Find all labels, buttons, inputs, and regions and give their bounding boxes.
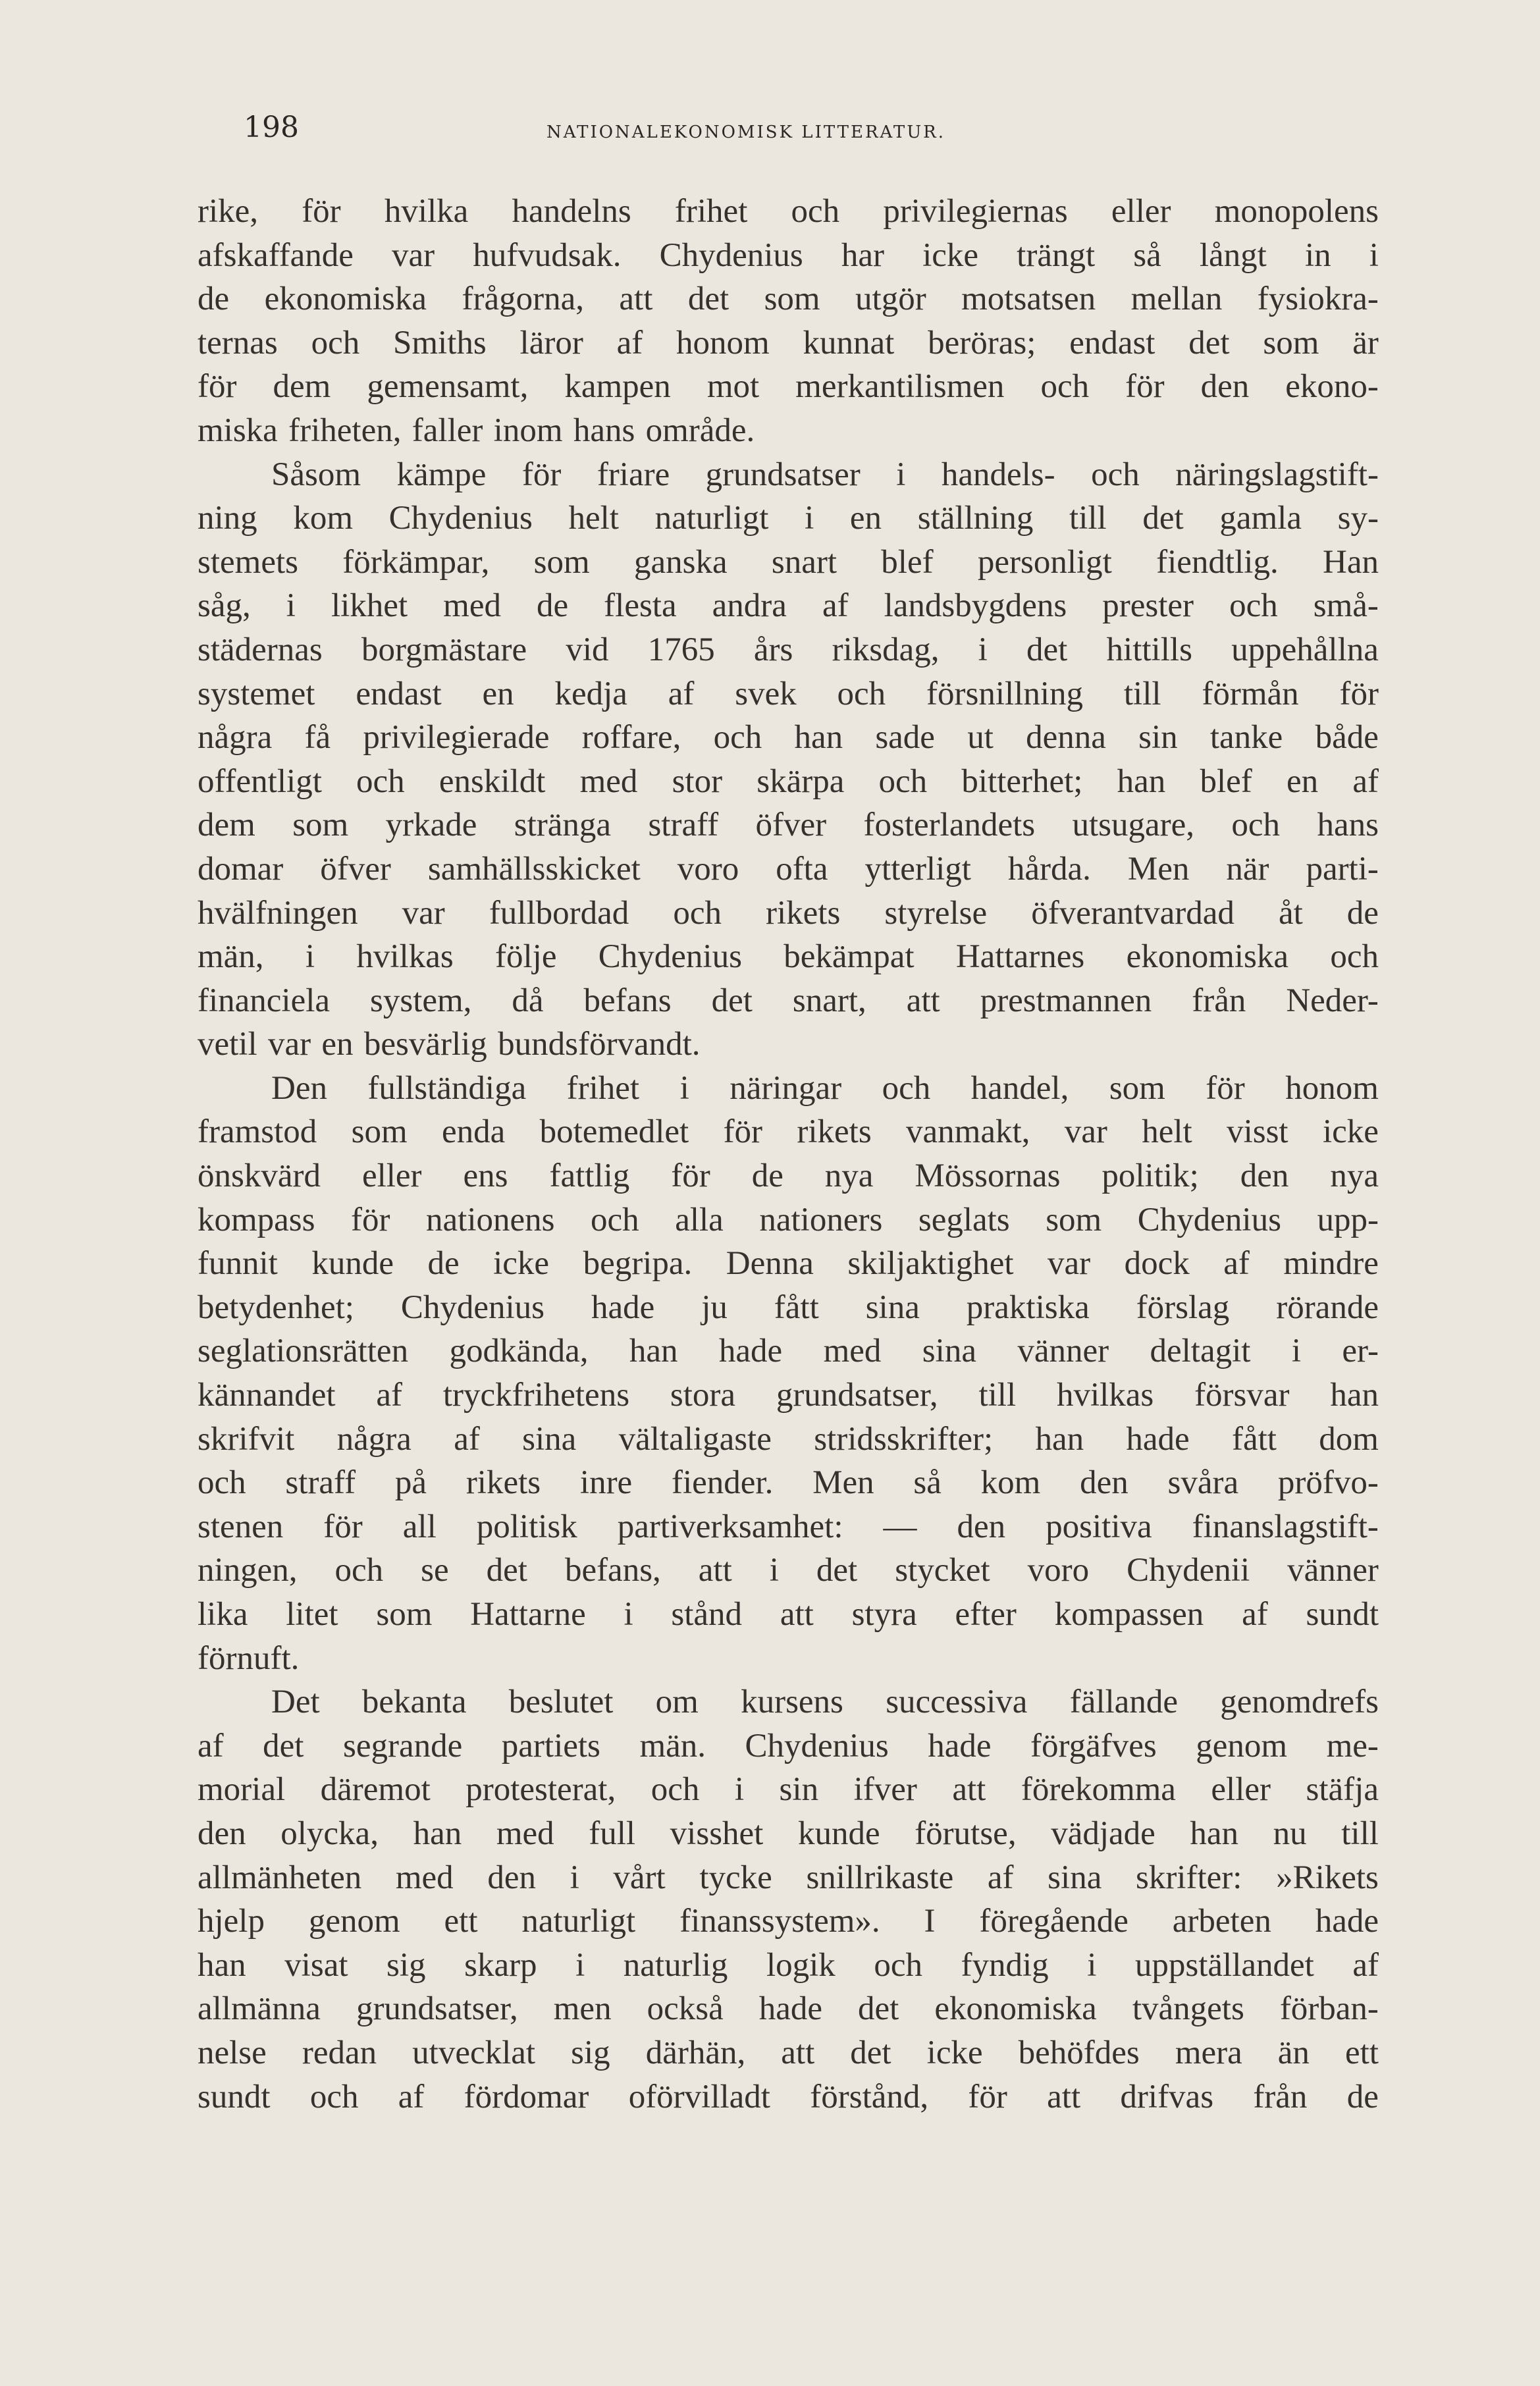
text-line: betydenhet; Chydenius hade ju fått sina praktiska förslag rörande bbox=[198, 1288, 1379, 1326]
text-line: funnit kunde de icke begripa. Denna skiljaktighet var dock af mindre bbox=[198, 1245, 1379, 1283]
text-line: hvälfningen var fullbordad och rikets styrelse öfverantvardad åt de bbox=[198, 894, 1379, 932]
text-line: afskaffande var hufvudsak. Chydenius har icke trängt så långt in i bbox=[198, 236, 1379, 274]
text-line: stemets förkämpar, som ganska snart blef personligt fiendtlig. Han bbox=[198, 543, 1379, 581]
text-line: Såsom kämpe för friare grundsatser i handels- och näringslagstift- bbox=[271, 456, 1379, 493]
text-line: financiela system, då befans det snart, att prestmannen från Neder- bbox=[198, 982, 1379, 1019]
text-line: städernas borgmästare vid 1765 års riksdag, i det hittills uppehållna bbox=[198, 631, 1379, 668]
text-line: den olycka, han med full visshet kunde förutse, vädjade han nu till bbox=[198, 1815, 1379, 1852]
text-line: såg, i likhet med de flesta andra af landsbygdens prester och små- bbox=[198, 587, 1379, 625]
body-text bbox=[198, 190, 1379, 2119]
text-line: förnuft. bbox=[198, 1639, 300, 1677]
text-line: allmänheten med den i vårt tycke snillrikaste af sina skrifter: »Rikets bbox=[198, 1859, 1379, 1896]
text-line: domar öfver samhällsskicket voro ofta ytterligt hårda. Men när parti- bbox=[198, 850, 1379, 888]
text-line: systemet endast en kedja af svek och försnillning till förmån för bbox=[198, 675, 1379, 712]
text-line: miska friheten, faller inom hans område. bbox=[198, 411, 755, 449]
text-line: nelse redan utvecklat sig därhän, att det icke behöfdes mera än ett bbox=[198, 2034, 1379, 2071]
text-line: seglationsrätten godkända, han hade med sina vänner deltagit i er- bbox=[198, 1333, 1379, 1370]
text-line: ningen, och se det befans, att i det stycket voro Chydenii vänner bbox=[198, 1552, 1379, 1589]
text-line: Den fullständiga frihet i näringar och handel, som för honom bbox=[271, 1069, 1379, 1107]
text-line: kompass för nationens och alla nationers seglats som Chydenius upp- bbox=[198, 1201, 1379, 1238]
text-line: offentligt och enskildt med stor skärpa och bitterhet; han blef en af bbox=[198, 762, 1379, 800]
text-line: vetil var en besvärlig bundsförvandt. bbox=[198, 1026, 701, 1063]
text-line: han visat sig skarp i naturlig logik och fyndig i uppställandet af bbox=[198, 1946, 1379, 1984]
text-line: önskvärd eller ens fattlig för de nya Mössornas politik; den nya bbox=[198, 1157, 1379, 1195]
text-line: hjelp genom ett naturligt finanssystem». I föregående arbeten hade bbox=[198, 1903, 1379, 1940]
text-line: sundt och af fördomar oförvilladt förstånd, för att drifvas från de bbox=[198, 2078, 1379, 2115]
text-line: morial däremot protesterat, och i sin ifver att förekomma eller stäfja bbox=[198, 1771, 1379, 1809]
text-line: lika litet som Hattarne i stånd att styra efter kompassen af sundt bbox=[198, 1596, 1379, 1633]
text-line: skrifvit några af sina vältaligaste stridsskrifter; han hade fått dom bbox=[198, 1420, 1379, 1458]
text-line: några få privilegierade roffare, och han sade ut denna sin tanke både bbox=[198, 719, 1379, 756]
text-line: Det bekanta beslutet om kursens successiva fällande genomdrefs bbox=[271, 1683, 1379, 1721]
text-line: för dem gemensamt, kampen mot merkantilismen och för den ekono- bbox=[198, 368, 1379, 406]
text-line: af det segrande partiets män. Chydenius hade förgäfves genom me- bbox=[198, 1727, 1379, 1764]
text-line: kännandet af tryckfrihetens stora grundsatser, till hvilkas försvar han bbox=[198, 1377, 1379, 1414]
text-line: framstod som enda botemedlet för rikets vanmakt, var helt visst icke bbox=[198, 1113, 1379, 1151]
text-line: män, i hvilkas följe Chydenius bekämpat Hattarnes ekonomiska och bbox=[198, 938, 1379, 976]
text-line: rike, för hvilka handelns frihet och privilegiernas eller monopolens bbox=[198, 193, 1379, 230]
text-line: allmänna grundsatser, men också hade det ekonomiska tvångets förban- bbox=[198, 1990, 1379, 2028]
text-line: och straff på rikets inre fiender. Men så kom den svåra pröfvo- bbox=[198, 1464, 1379, 1502]
text-line: ning kom Chydenius helt naturligt i en ställning till det gamla sy- bbox=[198, 500, 1379, 537]
text-line: stenen för all politisk partiverksamhet: — den positiva finanslagstift- bbox=[198, 1508, 1379, 1545]
page-number: 198 bbox=[244, 111, 299, 144]
running-title: NATIONALEKONOMISK LITTERATUR. bbox=[546, 122, 946, 142]
text-line: de ekonomiska frågorna, att det som utgör motsatsen mellan fysiokra- bbox=[198, 280, 1379, 318]
text-line: dem som yrkade stränga straff öfver fosterlandets utsugare, och hans bbox=[198, 807, 1379, 844]
page-header bbox=[198, 111, 1383, 163]
text-line: ternas och Smiths läror af honom kunnat beröras; endast det som är bbox=[198, 324, 1379, 361]
